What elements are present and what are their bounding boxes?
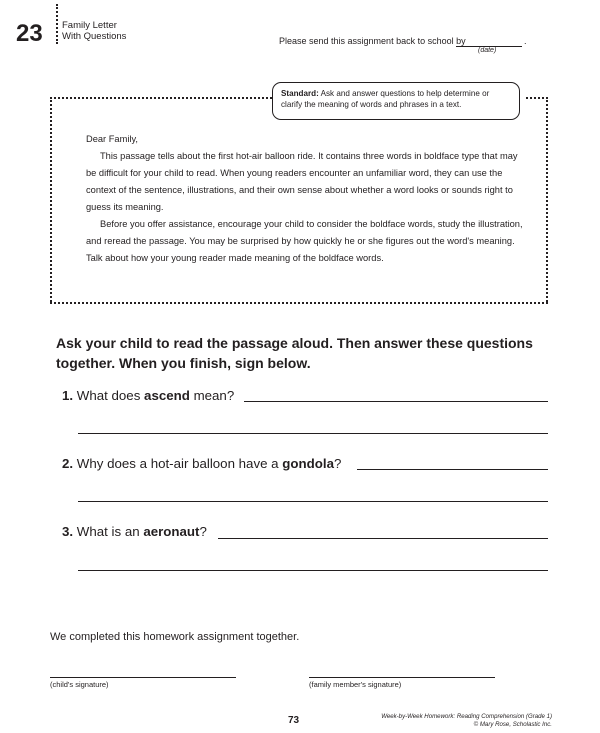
unit-number: 23 [16,20,43,47]
answer-line-3b[interactable] [78,570,548,571]
instructions: Ask your child to read the passage aloud. Then answer these questions together. When you finish, sign below. [56,335,533,371]
question-text: What is an [73,524,144,539]
question-3 [62,524,207,540]
answer-line-1a[interactable] [244,401,548,402]
letter-paragraph-2: Before you offer assistance, encourage your child to consider the boldface words, study the illustration, and reread the passage. You may be surprised by how quickly he or she figures out the word's meaning. Talk about how your young reader made meaning of the boldface words. [86,219,523,263]
question-1 [62,388,234,404]
answer-line-3a[interactable] [218,538,548,539]
standard-text: Ask and answer questions to help determine or clarify the meaning of words and phrases in a text. [281,89,490,109]
question-number: 3. [62,524,74,539]
page-number: 73 [288,715,300,726]
credit-line-2: © Mary Rose, Scholastic Inc. [473,720,552,728]
letter-border-bottom [50,302,548,304]
question-2 [62,456,341,472]
question-text: ? [199,524,207,539]
answer-line-1b[interactable] [78,433,548,434]
letter-border-top-right [526,97,548,99]
family-signature-line[interactable] [309,677,495,678]
letter-border-left [50,97,52,302]
header-title [62,20,126,42]
question-text: ? [333,456,342,471]
letter-greeting: Dear Family, [86,134,138,144]
header-title-line2: With Questions [62,31,127,42]
date-label: (date) [478,47,497,54]
question-word: ascend [144,388,190,403]
family-letter [86,131,526,267]
completed-statement: We completed this homework assignment together. [50,631,300,643]
standard-box [272,82,520,120]
question-word: gondola [282,456,334,471]
answer-line-2a[interactable] [357,469,548,470]
header-title-line1: Family Letter [62,20,117,31]
standard-label: Standard: [281,89,319,98]
question-word: aeronaut [143,524,200,539]
answer-line-2b[interactable] [78,501,548,502]
question-number: 1. [62,388,74,403]
question-text: Why does a hot-air balloon have a [73,456,283,471]
family-signature-label: (family member's signature) [309,680,402,689]
child-signature-label: (child's signature) [50,680,109,689]
send-back-period: . [524,36,527,46]
credit-line-1: Week-by-Week Homework: Reading Comprehension (Grade 1) [381,713,552,720]
child-signature-line[interactable] [50,677,236,678]
letter-paragraph-1: This passage tells about the first hot-air balloon ride. It contains three words in boldface type that may be difficult for your child to read. When young readers encounter an unfamiliar word, they can use the context of the sentence, illustrations, and their own sense about whether a word looks or sounds right to guess its meaning. [86,151,518,212]
send-back-text: Please send this assignment back to school by [279,36,466,46]
question-text: What does [73,388,145,403]
header-divider [56,4,58,44]
question-text: mean? [189,388,235,403]
letter-border-right [546,97,548,302]
credit [360,713,552,728]
question-number: 2. [62,456,74,471]
letter-border-top-left [50,97,272,99]
